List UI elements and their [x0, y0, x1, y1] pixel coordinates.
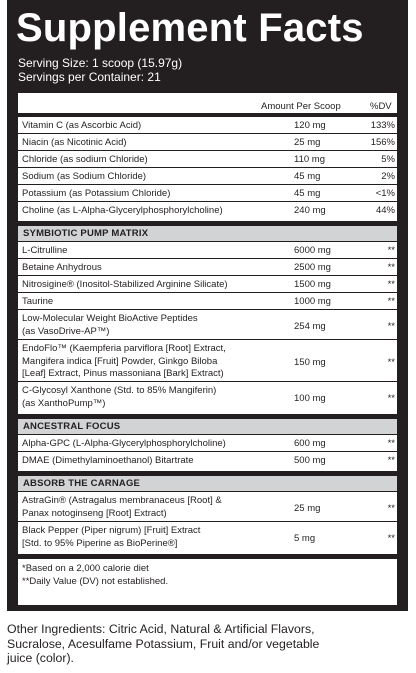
ingredient-name: [22, 385, 216, 410]
name-line: AstraGin® (Astragalus membranaceus [Root] &: [22, 495, 222, 506]
ingredient-name: [22, 245, 67, 258]
name-line: Potassium (as Potassium Chloride): [22, 188, 171, 199]
other-ingredients: [7, 622, 409, 666]
name-line: DMAE (Dimethylaminoethanol) Bitartrate: [22, 455, 194, 466]
vitamin-dv: 133%: [370, 120, 395, 131]
section-header: [18, 476, 397, 491]
ingredient-name: [22, 525, 200, 550]
ingredient-row: [18, 522, 397, 552]
name-line: Vitamin C (as Ascorbic Acid): [22, 120, 142, 131]
name-line: Low-Molecular Weight BioActive Peptides: [22, 313, 198, 324]
ingredient-row: [18, 276, 397, 293]
vitamin-name: [22, 120, 141, 133]
name-line: [Leaf] Extract, Pinus massoniana [Bark] Extract): [22, 368, 224, 379]
ingredient-amount: 1500 mg: [294, 279, 331, 290]
servings-per-container: Servings per Container: 21: [18, 70, 161, 84]
ingredient-amount: 6000 mg: [294, 245, 331, 256]
supplement-facts-panel: [7, 0, 408, 611]
vitamin-dv: 5%: [381, 154, 395, 165]
name-line: Alpha-GPC (L-Alpha-Glycerylphosphorylcholine): [22, 438, 226, 449]
section-title: SYMBIOTIC PUMP MATRIX: [23, 228, 149, 239]
facts-table: [18, 93, 397, 605]
vitamin-dv: <1%: [375, 188, 395, 199]
vitamin-row: [18, 151, 397, 168]
ingredient-row: [18, 293, 397, 310]
vitamin-name: [22, 137, 127, 150]
vitamin-row: [18, 202, 397, 219]
ingredient-amount: 5 mg: [294, 533, 316, 544]
name-line: Betaine Anhydrous: [22, 262, 102, 273]
ingredient-name: [22, 262, 102, 275]
ingredient-name: [22, 438, 226, 451]
section-title: ABSORB THE CARNAGE: [23, 478, 141, 489]
ingredient-row: [18, 340, 397, 382]
ingredient-amount: 150 mg: [294, 357, 326, 368]
vitamin-name: [22, 154, 148, 167]
section-header: [18, 226, 397, 241]
vitamin-amount: 45 mg: [294, 171, 321, 182]
ingredient-dv: **: [387, 357, 395, 368]
amount-header: Amount Per Scoop: [261, 101, 341, 112]
other-ingredients-line: juice (color).: [7, 651, 74, 665]
ingredient-dv: **: [387, 279, 395, 290]
panel-title: Supplement Facts: [16, 6, 364, 50]
vitamin-amount: 25 mg: [294, 137, 321, 148]
name-line: Niacin (as Nicotinic Acid): [22, 137, 127, 148]
name-line: Black Pepper (Piper nigrum) [Fruit] Extract: [22, 525, 201, 536]
ingredient-name: [22, 455, 194, 468]
name-line: Choline (as L-Alpha-Glycerylphosphorylcholine): [22, 205, 223, 216]
vitamin-amount: 110 mg: [294, 154, 325, 165]
ingredient-amount: 25 mg: [294, 503, 321, 514]
vitamin-dv: 2%: [381, 171, 395, 182]
ingredient-dv: **: [387, 533, 395, 544]
vitamin-name: [22, 188, 170, 201]
ingredient-amount: 254 mg: [294, 321, 326, 332]
ingredient-row: [18, 242, 397, 259]
vitamin-amount: 45 mg: [294, 188, 321, 199]
ingredient-row: [18, 382, 397, 412]
vitamin-dv: 44%: [375, 205, 395, 216]
serving-size: Serving Size: 1 scoop (15.97g): [18, 56, 183, 70]
dv-header: %DV: [370, 101, 392, 112]
name-line: (as VasoDrive-AP™): [22, 325, 110, 337]
name-line: [Std. to 95% Piperine as BioPerine®]: [22, 537, 178, 549]
name-line: Panax notoginseng [Root] Extract): [22, 507, 167, 519]
ingredient-dv: **: [387, 245, 395, 256]
vitamin-dv: 156%: [370, 137, 395, 148]
ingredient-amount: 600 mg: [294, 438, 326, 449]
ingredient-dv: **: [387, 503, 395, 514]
name-line: (as XanthoPump™): [22, 397, 106, 409]
ingredient-name: [22, 343, 226, 381]
name-line: EndoFlo™ (Kaempferia parviflora [Root] Extract,: [22, 343, 226, 354]
ingredient-row: [18, 310, 397, 340]
ingredient-dv: **: [387, 438, 395, 449]
name-line: Mangifera indica [Fruit] Powder, Ginkgo Biloba: [22, 355, 218, 367]
ingredient-dv: **: [387, 321, 395, 332]
ingredient-dv: **: [387, 262, 395, 273]
ingredient-name: [22, 313, 198, 338]
ingredient-amount: 1000 mg: [294, 296, 331, 307]
footer-divider: [18, 554, 397, 559]
ingredient-amount: 2500 mg: [294, 262, 331, 273]
ingredient-row: [18, 452, 397, 469]
vitamin-amount: 120 mg: [294, 120, 326, 131]
vitamin-row: [18, 185, 397, 202]
other-ingredients-line: Other Ingredients: Citric Acid, Natural & Artificial Flavors,: [7, 622, 315, 636]
name-line: Chloride (as sodium Chloride): [22, 154, 148, 165]
ingredient-row: [18, 435, 397, 452]
ingredient-amount: 500 mg: [294, 455, 326, 466]
section-title: ANCESTRAL FOCUS: [23, 421, 121, 432]
ingredient-dv: **: [387, 296, 395, 307]
ingredient-row: [18, 492, 397, 522]
vitamin-row: [18, 117, 397, 134]
ingredient-amount: 100 mg: [294, 393, 326, 404]
footnote: *Based on a 2,000 calorie diet: [22, 563, 149, 574]
name-line: C-Glycosyl Xanthone (Std. to 85% Mangiferin): [22, 385, 217, 396]
ingredient-name: [22, 495, 222, 520]
vitamin-row: [18, 134, 397, 151]
vitamin-name: [22, 205, 223, 218]
vitamin-amount: 240 mg: [294, 205, 326, 216]
other-ingredients-line: Sucralose, Acesulfame Potassium, Fruit and/or vegetable: [7, 636, 320, 651]
vitamin-row: [18, 168, 397, 185]
footnote: **Daily Value (DV) not established.: [22, 576, 169, 587]
section-header: [18, 419, 397, 434]
name-line: Nitrosigine® (Inositol-Stabilized Arginine Silicate): [22, 279, 228, 290]
name-line: L-Citrulline: [22, 245, 68, 256]
ingredient-name: [22, 279, 228, 292]
name-line: Sodium (as Sodium Chloride): [22, 171, 147, 182]
ingredient-row: [18, 259, 397, 276]
vitamin-name: [22, 171, 146, 184]
ingredient-dv: **: [387, 455, 395, 466]
name-line: Taurine: [22, 296, 54, 307]
ingredient-name: [22, 296, 53, 309]
ingredient-dv: **: [387, 393, 395, 404]
